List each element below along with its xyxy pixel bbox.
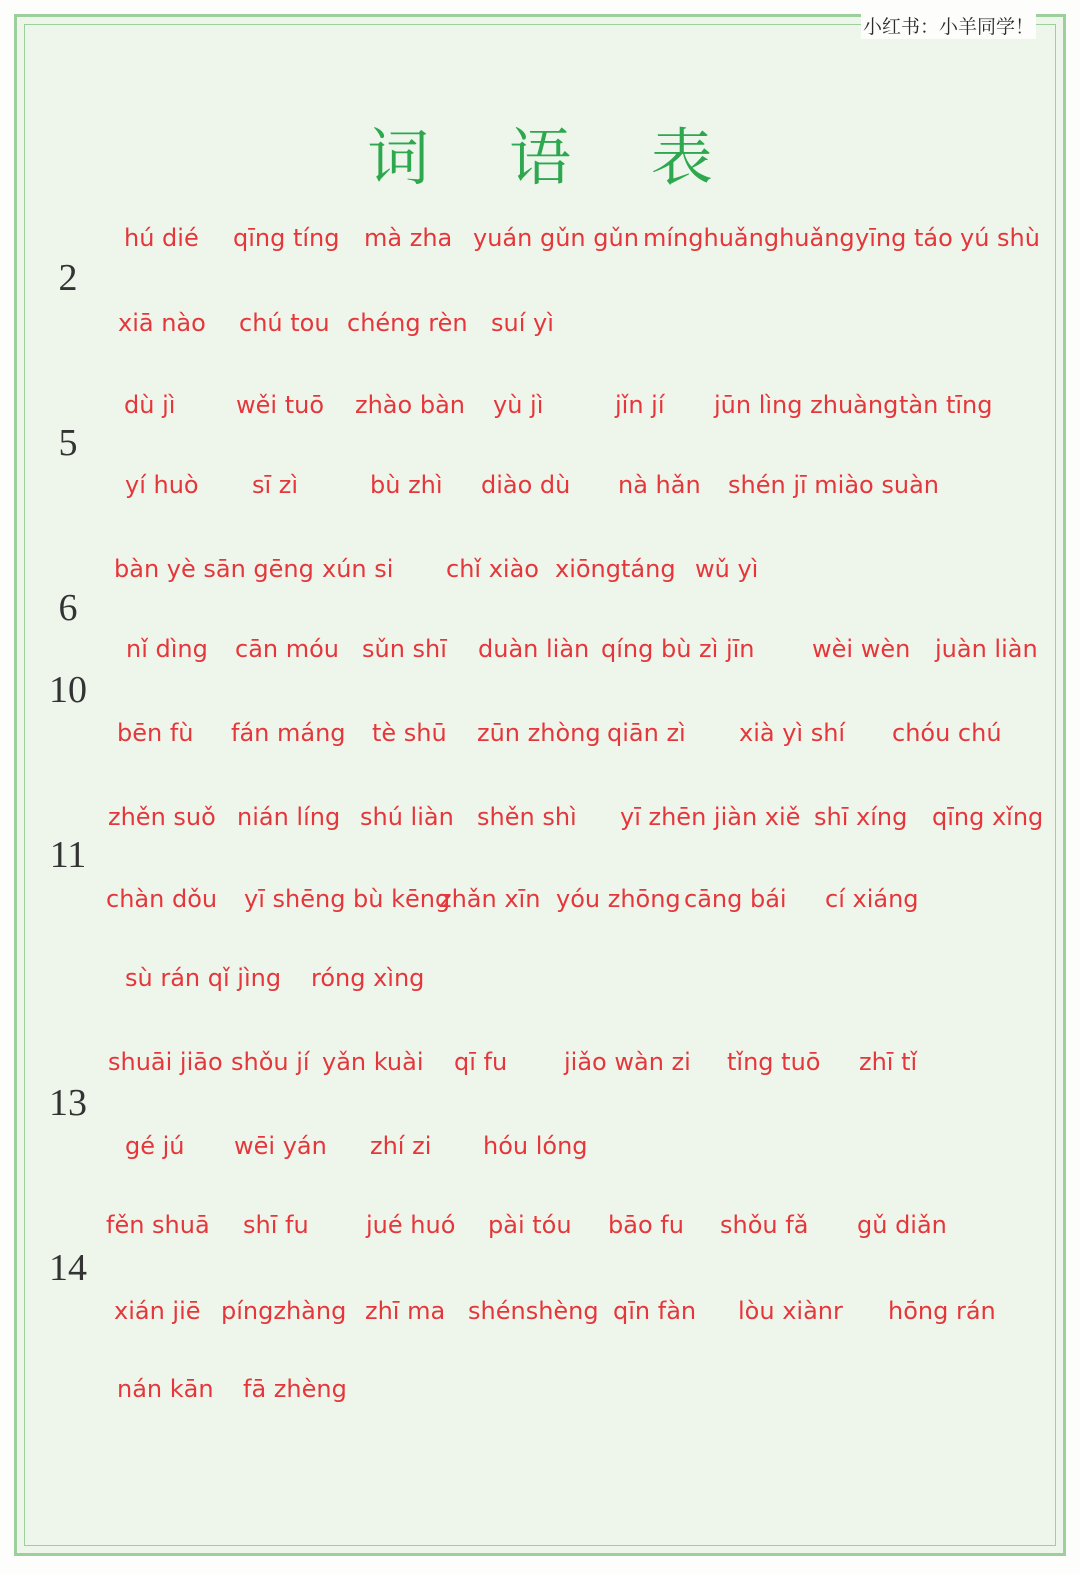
word: fěn shuā xyxy=(106,1211,210,1239)
word: jiǎo wàn zi xyxy=(564,1048,691,1076)
word: hóu lóng xyxy=(483,1132,588,1160)
word: hōng rán xyxy=(888,1297,996,1325)
word: yǎn kuài xyxy=(322,1048,424,1076)
word: jūn lìng zhuàng xyxy=(714,391,899,419)
word: fán máng xyxy=(231,719,346,747)
word: shǒu fǎ xyxy=(720,1211,809,1239)
word: qíng bù zì jīn xyxy=(601,635,755,663)
word: shuāi jiāo xyxy=(108,1048,223,1076)
word: xiōngtáng xyxy=(555,555,676,583)
word: wěi tuō xyxy=(236,391,324,419)
word: tàn tīng xyxy=(899,391,993,419)
word: bàn yè sān gēng xyxy=(114,555,314,583)
word: shěn shì xyxy=(477,803,577,831)
word: chóu chú xyxy=(892,719,1002,747)
word: shī fu xyxy=(243,1211,309,1239)
lesson-number: 5 xyxy=(58,422,78,464)
word: gé jú xyxy=(125,1132,185,1160)
word: wǔ yì xyxy=(695,555,759,583)
word: gǔ diǎn xyxy=(857,1211,947,1239)
word: xián jiē xyxy=(114,1297,201,1325)
word: qīn fàn xyxy=(613,1297,697,1325)
page-title: 词 语 表 xyxy=(367,121,743,194)
word: xún si xyxy=(322,555,394,583)
watermark: 小红书：小羊同学！ xyxy=(861,12,1036,39)
word: bù zhì xyxy=(370,471,443,499)
word: qīng xǐng xyxy=(932,803,1044,831)
word: chú tou xyxy=(239,309,330,337)
word: chǐ xiào xyxy=(446,555,539,583)
word: yuán gǔn gǔn xyxy=(473,224,639,252)
word: zūn zhòng xyxy=(477,719,601,747)
word: shú liàn xyxy=(360,803,454,831)
word: sù rán qǐ jìng xyxy=(125,964,282,992)
word: zhào bàn xyxy=(355,391,465,419)
word: bāo fu xyxy=(608,1211,684,1239)
word: zhěn suǒ xyxy=(108,803,216,831)
word: píngzhàng xyxy=(221,1297,347,1325)
word: chéng rèn xyxy=(347,309,468,337)
word: juàn liàn xyxy=(935,635,1038,663)
word: jué huó xyxy=(366,1211,456,1239)
word: duàn liàn xyxy=(478,635,590,663)
word: zhí zi xyxy=(370,1132,432,1160)
word: dù jì xyxy=(124,391,176,419)
word: shénshèng xyxy=(468,1297,599,1325)
word: shǒu jí xyxy=(231,1048,310,1076)
word: pài tóu xyxy=(488,1211,572,1239)
word: shī xíng xyxy=(814,803,908,831)
word: xiā nào xyxy=(118,309,206,337)
word: nà hǎn xyxy=(618,471,701,499)
word: tǐng tuō xyxy=(727,1048,821,1076)
word: fā zhèng xyxy=(243,1375,347,1403)
word: yú shù xyxy=(960,224,1040,252)
word: yóu zhōng xyxy=(556,885,681,913)
word: yīng táo xyxy=(855,224,953,252)
word: shén jī miào suàn xyxy=(728,471,939,499)
word: qīng tíng xyxy=(233,224,340,252)
lesson-number: 2 xyxy=(58,257,78,299)
word: bēn fù xyxy=(117,719,194,747)
word: suí yì xyxy=(491,309,554,337)
word: cāng bái xyxy=(684,885,787,913)
word: cí xiáng xyxy=(825,885,919,913)
word: sī zì xyxy=(252,471,299,499)
word: zhī ma xyxy=(365,1297,446,1325)
word: qiān zì xyxy=(607,719,686,747)
word: wèi wèn xyxy=(812,635,911,663)
lesson-number: 10 xyxy=(49,669,87,711)
word: xià yì shí xyxy=(739,719,846,747)
word: diào dù xyxy=(481,471,571,499)
word: zhī tǐ xyxy=(859,1048,918,1076)
lesson-number: 14 xyxy=(49,1247,87,1289)
lesson-number: 6 xyxy=(58,587,78,629)
word: zhǎn xīn xyxy=(439,885,541,913)
word: yí huò xyxy=(125,471,199,499)
word: yī shēng bù kēng xyxy=(244,885,451,913)
lesson-number: 11 xyxy=(49,834,87,876)
word: chàn dǒu xyxy=(106,885,218,913)
word: lòu xiànr xyxy=(738,1297,843,1325)
word: nán kān xyxy=(117,1375,214,1403)
word: cān móu xyxy=(235,635,340,663)
word: mínghuǎnghuǎng xyxy=(643,224,855,252)
lesson-number: 13 xyxy=(49,1082,87,1124)
word: yù jì xyxy=(493,391,544,419)
word: jǐn jí xyxy=(615,391,665,419)
word: wēi yán xyxy=(234,1132,327,1160)
word: qī fu xyxy=(454,1048,508,1076)
word: sǔn shī xyxy=(362,635,447,663)
word: tè shū xyxy=(372,719,447,747)
word: mà zha xyxy=(364,224,453,252)
word: nǐ dìng xyxy=(126,635,208,663)
word: hú dié xyxy=(124,224,199,252)
word: nián líng xyxy=(237,803,341,831)
word: róng xìng xyxy=(311,964,425,992)
word: yī zhēn jiàn xiě xyxy=(620,803,801,831)
